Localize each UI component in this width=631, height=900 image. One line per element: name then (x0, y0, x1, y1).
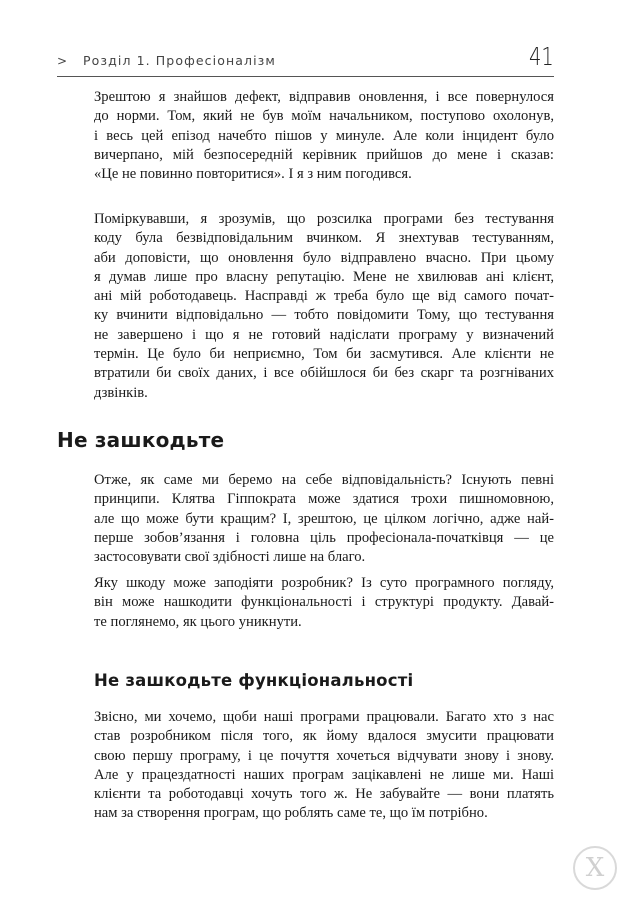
text-line: Але у працездатності наших програм зацікавлені не лише ми. Наші (94, 766, 554, 783)
text-line: принципи. Клятва Гіппократа може здатися трохи пишномовною, (94, 491, 554, 508)
publisher-watermark-icon (573, 846, 617, 890)
text-line: і весь цей епізод начебто пішов у минуле. Але коли інцидент було (94, 127, 554, 144)
paragraph-3 (94, 471, 554, 567)
text-line: він може нашкодити функціональності і структурі продукту. Давай- (94, 594, 554, 611)
text-line: я думав лише про власну репутацію. Мене не хвилював ані клієнт, (94, 268, 554, 285)
text-line: Отже, як саме ми беремо на себе відповідальність? Існують певні (94, 472, 554, 488)
text-line: аби доповісти, що оновлення було відправлено вчасно. При цьому (94, 249, 554, 266)
text-line: те поглянемо, як цього уникнути. (94, 613, 302, 630)
text-line: став розробником після того, як йому вдалося змусити працювати (94, 728, 554, 745)
text-line: не завершено і що я не готовий надіслати програму у визначений (94, 326, 554, 343)
running-header (57, 40, 554, 77)
paragraph-5 (94, 708, 554, 824)
text-line: Яку шкоду може заподіяти розробник? Із суто програмного погляду, (94, 575, 554, 591)
paragraph-1 (94, 88, 554, 184)
text-line: до норми. Том, який не був моїм начальником, поступово охолонув, (94, 108, 554, 125)
watermark-glyph: Х (585, 853, 605, 883)
text-line: «Це не повинно повторитися». І я з ним погодився. (94, 166, 412, 183)
text-line: застосовувати свої здібності лише на благо. (94, 549, 366, 566)
text-line: свою першу програму, і це почуття хочеться відчувати знову і знову. (94, 747, 554, 764)
paragraph-4 (94, 574, 554, 632)
text-line: клієнти та роботодавці хочуть того ж. Не забувайте — вони платять (94, 786, 554, 803)
text-line: Зрештою я знайшов дефект, відправив оновлення, і все повернулося (94, 89, 554, 105)
paragraph-2 (94, 210, 554, 403)
section-heading: Не зашкодьте (57, 428, 225, 452)
subsection-heading: Не зашкодьте функціональності (94, 671, 414, 690)
text-line: Поміркувавши, я зрозумів, що розсилка програми без тестування (94, 211, 554, 227)
text-line: втратили би своїх даних, і все обійшлося би без скарг та розгніваних (94, 365, 554, 382)
text-line: коду була безвідповідальним вчинком. Я знехтував тестуванням, (94, 230, 554, 247)
text-line: термін. Це було би неприємно, Том би засмутився. Але клієнти не (94, 346, 554, 363)
header-arrow-marker: > (57, 54, 68, 68)
text-line: ані мій роботодавець. Насправді ж треба було ще від самого почат- (94, 288, 554, 305)
page-number: 41 (529, 42, 554, 71)
text-line: вичерпано, мій безпосередній керівник прийшов до мене і сказав: (94, 146, 554, 163)
text-line: дзвінків. (94, 384, 148, 401)
text-line: ку вчинити відповідально — тобто повідомити Тому, що тестування (94, 307, 554, 324)
text-line: перше зобов’язання і головна ціль професіонала-початківця — це (94, 529, 554, 546)
text-line: але що може бути кращим? І, зрештою, це цілком логічно, адже най- (94, 510, 554, 527)
text-line: нам за створення програм, що роблять саме те, що їм потрібно. (94, 805, 488, 822)
text-line: Звісно, ми хочемо, щоби наші програми працювали. Багато хто з нас (94, 709, 554, 725)
chapter-title: Розділ 1. Професіоналізм (83, 53, 276, 68)
